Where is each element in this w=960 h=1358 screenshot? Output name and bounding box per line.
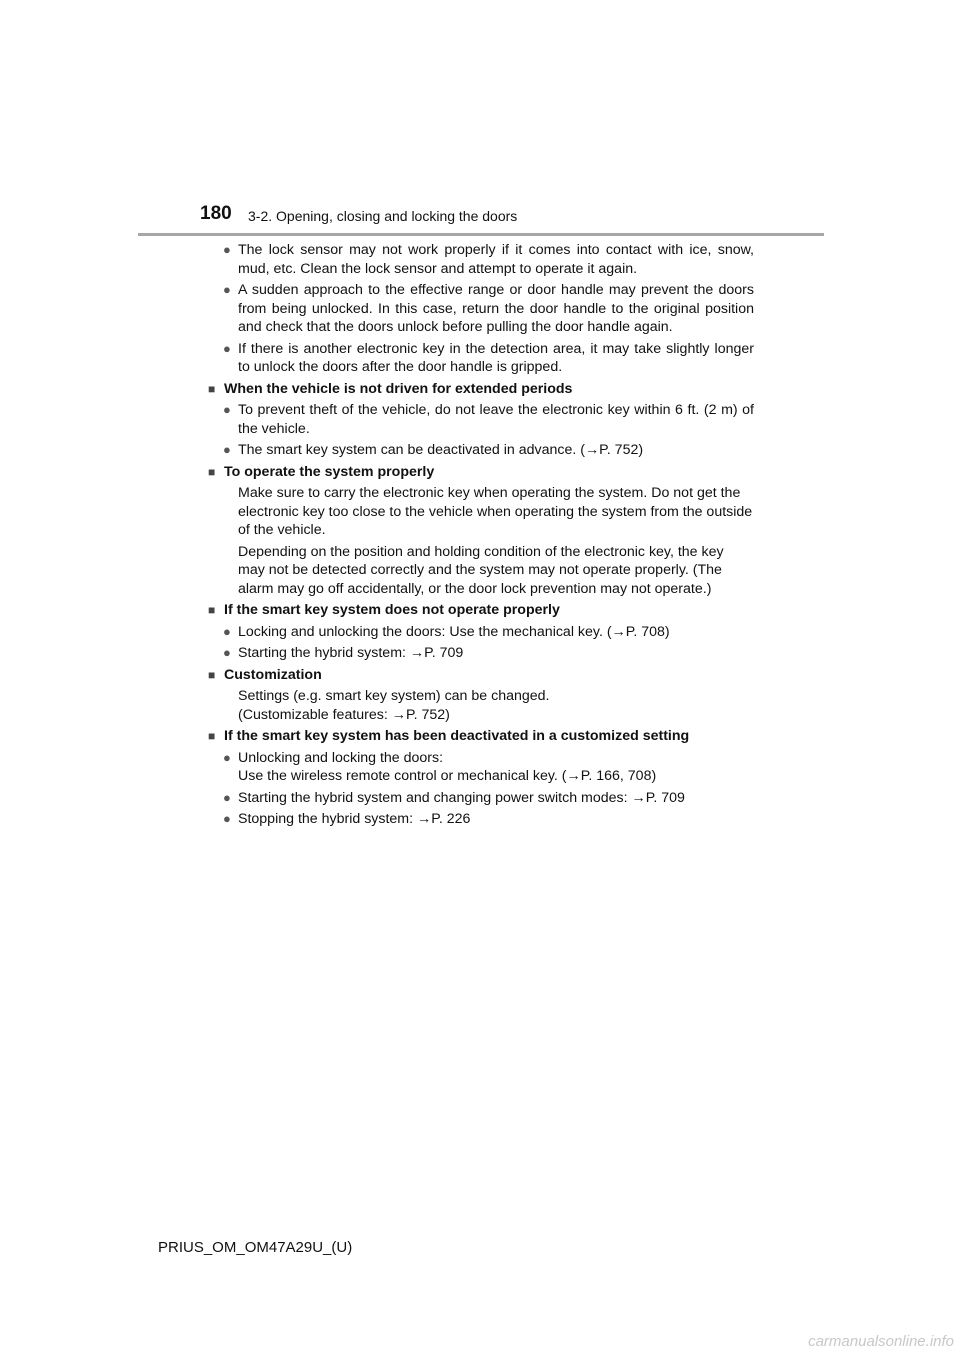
paragraph: [208, 484, 754, 540]
watermark-text: carmanualsonline.info: [808, 1333, 954, 1350]
text-line: If the smart key system has been deactivated in a customized setting: [224, 728, 690, 744]
text-line: To operate the system properly: [224, 463, 435, 480]
bullet-icon: ●: [223, 645, 231, 660]
text-line: The smart key system can be deactivated in advance. (→P. 752): [238, 442, 644, 458]
bullet-item: [208, 441, 754, 460]
square-bullet-icon: ■: [208, 464, 216, 479]
main-content: [208, 241, 754, 832]
header-divider: [138, 233, 824, 236]
bullet-item: [208, 644, 754, 663]
doc-code: PRIUS_OM_OM47A29U_(U): [158, 1239, 353, 1256]
subsection-heading: [208, 666, 754, 685]
bullet-item: [208, 340, 754, 377]
bullet-item: [208, 810, 754, 829]
bullet-item: [208, 623, 754, 642]
bullet-icon: ●: [223, 282, 231, 297]
text-line: If the smart key system does not operate properly: [224, 602, 560, 618]
square-bullet-icon: ■: [208, 729, 216, 743]
bullet-icon: ●: [223, 623, 231, 639]
bullet-icon: ●: [223, 811, 231, 826]
text-line: Starting the hybrid system: →P. 709: [238, 645, 464, 661]
bullet-item: [208, 749, 754, 786]
bullet-icon: ●: [223, 340, 231, 356]
text-line: Stopping the hybrid system: →P. 226: [238, 811, 471, 827]
page-number: 180: [200, 203, 232, 224]
subsection-heading: [208, 380, 754, 399]
bullet-icon: ●: [223, 442, 231, 457]
bullet-item: [208, 281, 754, 337]
text-line: (Customizable features: →P. 752): [238, 706, 450, 723]
subsection-heading: [208, 463, 754, 482]
text-line: The lock sensor may not work properly if it comes into contact with ice, snow, mud, etc. Clean the lock sensor and attempt to operate it again.: [238, 242, 754, 277]
text-line: When the vehicle is not driven for extended periods: [224, 380, 573, 397]
page-header: [200, 203, 820, 231]
bullet-icon: ●: [223, 789, 231, 805]
square-bullet-icon: ■: [208, 603, 216, 617]
bullet-item: [208, 401, 754, 438]
text-line: If there is another electronic key in the detection area, it may take slightly longer to unlock the doors after the door handle is gripped.: [238, 340, 754, 375]
text-line: Settings (e.g. smart key system) can be changed.: [238, 688, 550, 704]
square-bullet-icon: ■: [208, 667, 216, 682]
text-line: Depending on the position and holding condition of the electronic key, the key may not be detected correctly and the system may not operate properly. (The alarm may go off accidentally, or the door lock prevention may not operate.): [238, 543, 724, 597]
bullet-item: [208, 789, 754, 808]
text-line: Starting the hybrid system and changing power switch modes: →P. 709: [238, 789, 685, 806]
section-title: 3-2. Opening, closing and locking the doors: [248, 208, 518, 224]
text-line: Make sure to carry the electronic key when operating the system. Do not get the electronic key too close to the vehicle when operating the system from the outside of the vehicle.: [238, 485, 753, 538]
text-line: Locking and unlocking the doors: Use the mechanical key. (→P. 708): [238, 623, 670, 640]
subsection-heading: [208, 601, 754, 620]
subsection-heading: [208, 727, 754, 746]
text-line: Customization: [224, 666, 322, 683]
square-bullet-icon: ■: [208, 381, 216, 396]
text-line: Use the wireless remote control or mechanical key. (→P. 166, 708): [238, 768, 657, 784]
text-line: A sudden approach to the effective range or door handle may prevent the doors from being unlocked. In this case, return the door handle to the original position and check that the doors unlock before pulling the door handle again.: [238, 282, 754, 335]
bullet-icon: ●: [223, 242, 231, 257]
bullet-icon: ●: [223, 402, 231, 417]
paragraph: [208, 687, 754, 724]
text-line: To prevent theft of the vehicle, do not leave the electronic key within 6 ft. (2 m) of the vehicle.: [238, 402, 754, 437]
bullet-icon: ●: [223, 749, 231, 765]
text-line: Unlocking and locking the doors:: [238, 749, 444, 766]
paragraph: [208, 543, 754, 599]
bullet-item: [208, 241, 754, 278]
